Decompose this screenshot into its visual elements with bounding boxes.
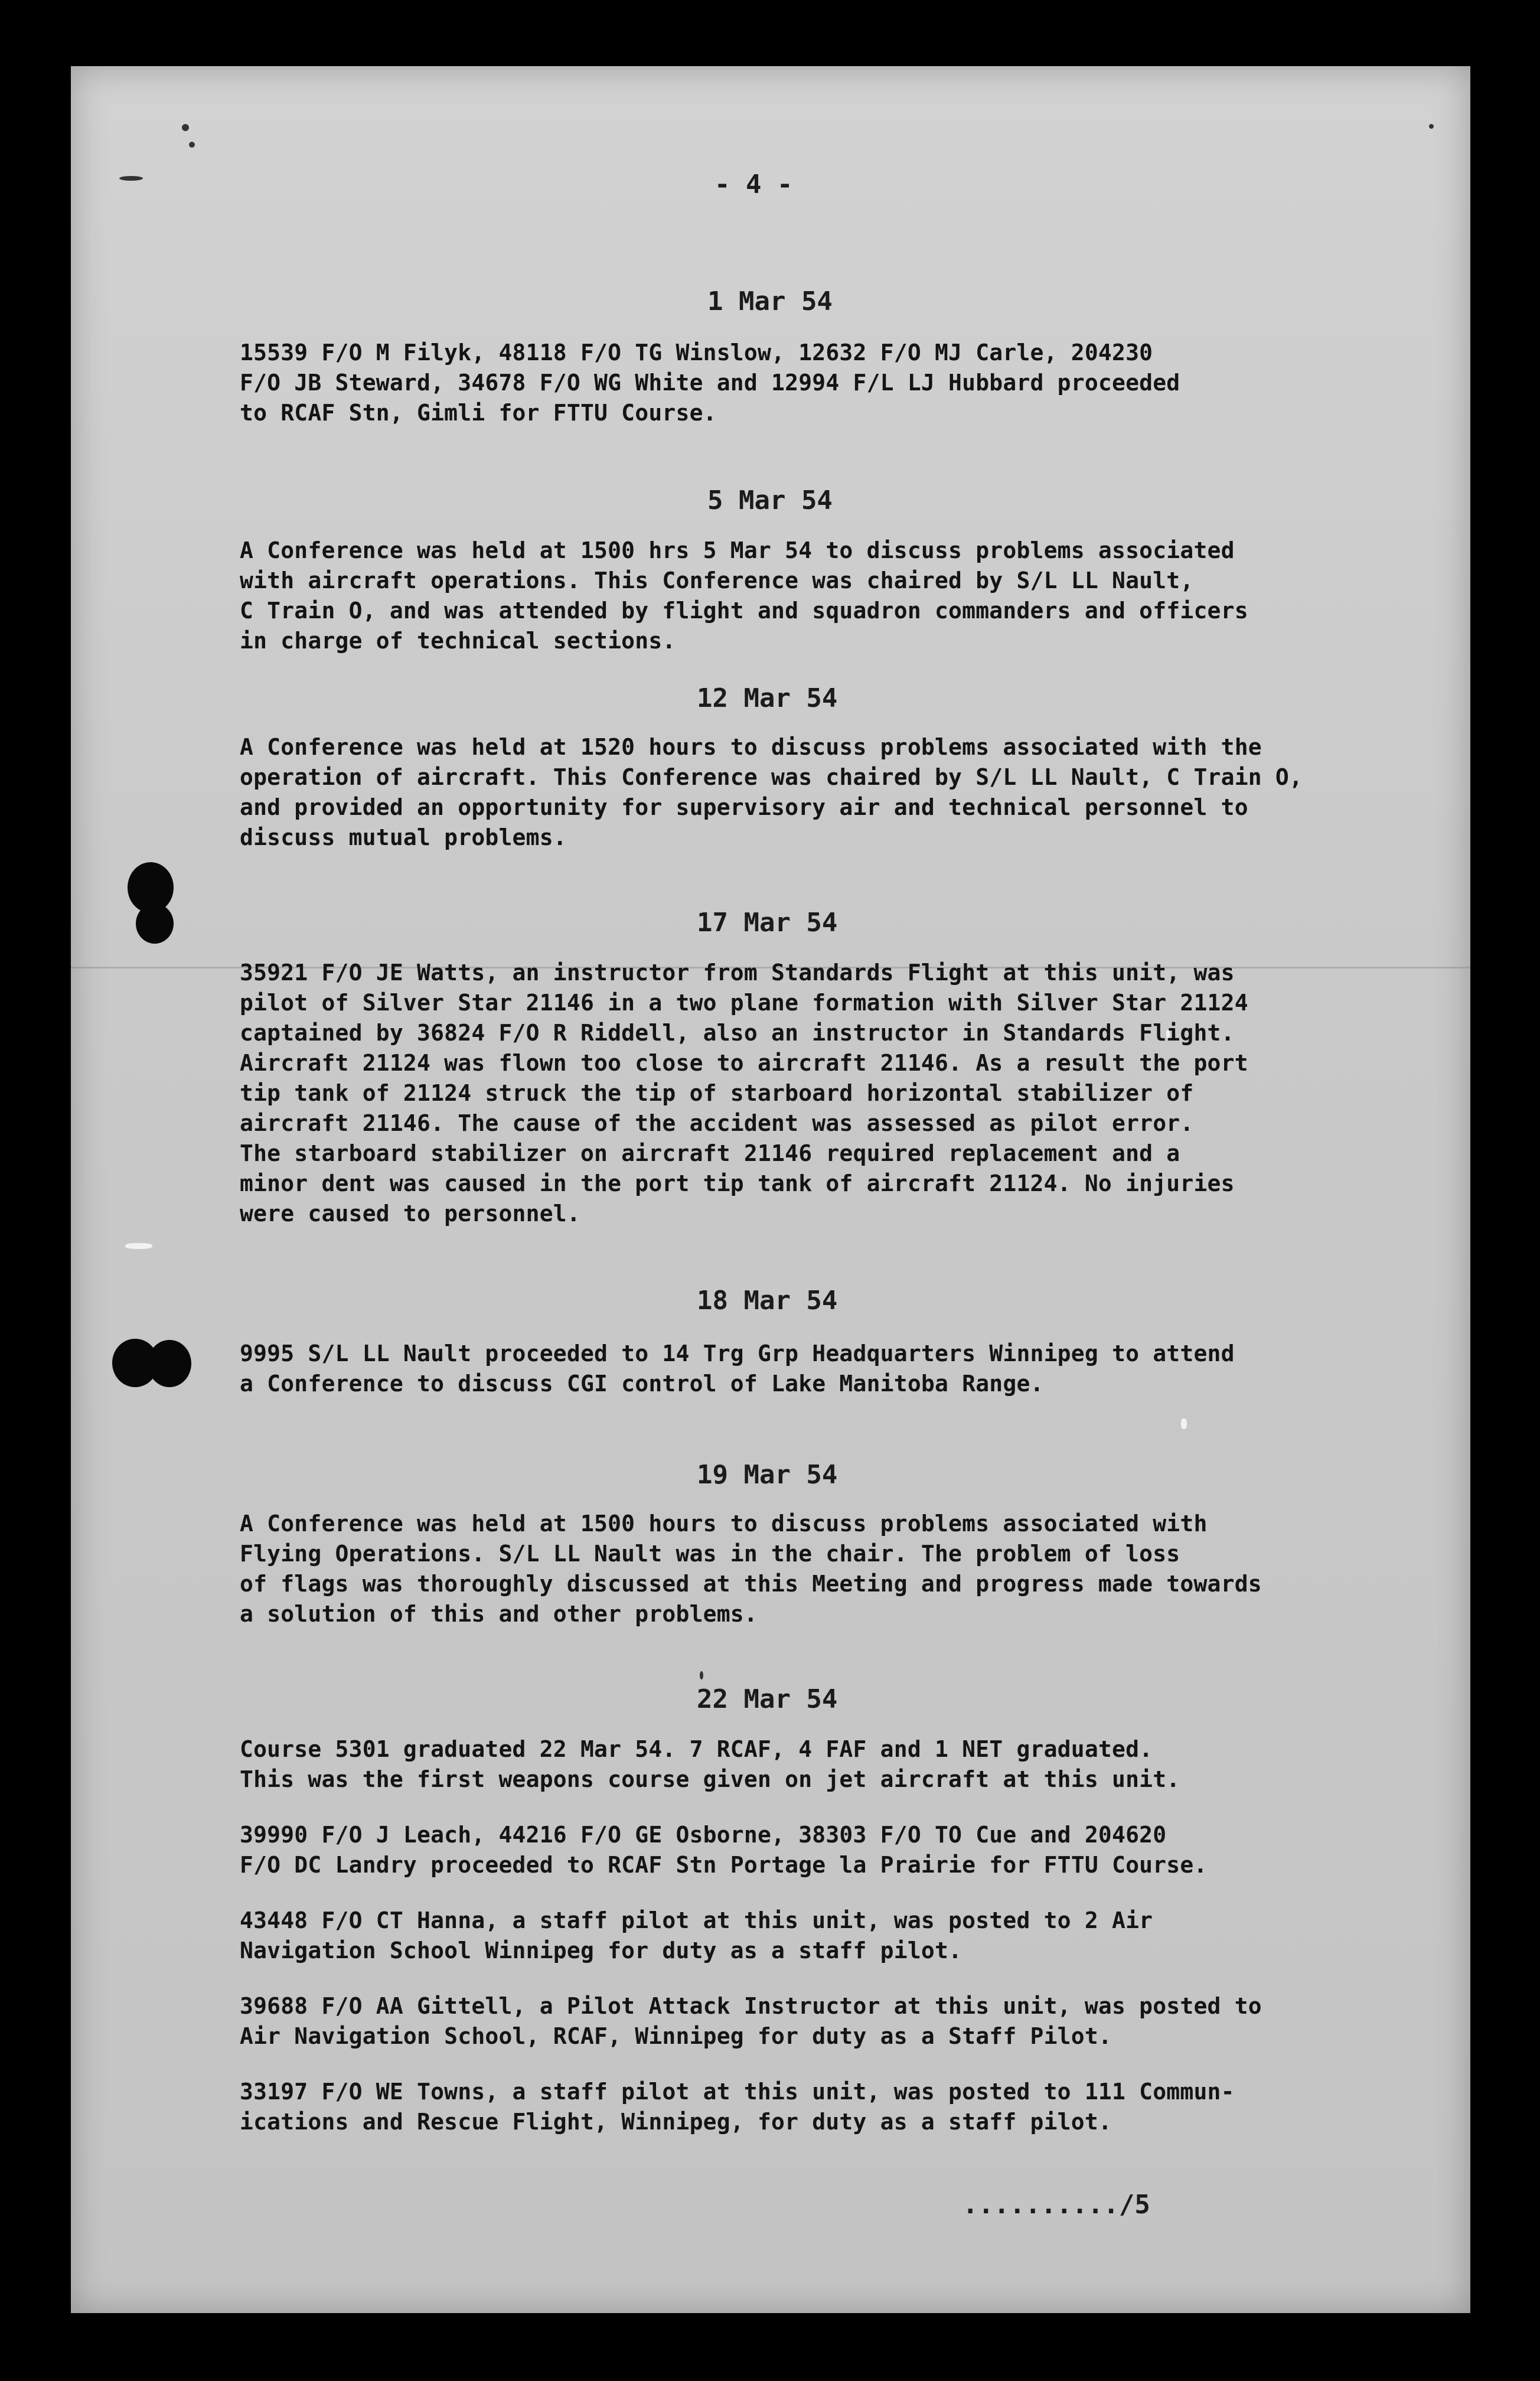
entry-paragraph: 9995 S/L LL Nault proceeded to 14 Trg Grp Headquarters Winnipeg to attend a Conference to discuss CGI control of Lake Manitoba Range. (240, 1340, 1235, 1397)
entry-paragraph: A Conference was held at 1500 hours to discuss problems associated with Flying Operations. S/L LL Nault was in the chair. The problem of loss of flags was thoroughly discussed at this Meeting and progress made towards a solution of this and other problems. (240, 1511, 1262, 1627)
paper-blemish (125, 1243, 152, 1249)
entry-date: 17 Mar 54 (697, 908, 838, 938)
entry-paragraph: 39688 F/O AA Gittell, a Pilot Attack Instructor at this unit, was posted to Air Navigation School, RCAF, Winnipeg for duty as a Staff Pilot. (240, 1993, 1262, 2049)
punch-hole-bottom-right (148, 1340, 191, 1387)
entry-paragraph: 33197 F/O WE Towns, a staff pilot at this unit, was posted to 111 Commun- ications and Rescue Flight, Winnipeg, for duty as a staff pilot. (240, 2079, 1235, 2135)
entry-paragraph: A Conference was held at 1520 hours to discuss problems associated with the operation of aircraft. This Conference was chaired by S/L LL Nault, C Train O, and provided an opportunity for supervisory air and technical personnel to discuss mutual problems. (240, 734, 1303, 850)
entry-paragraph: A Conference was held at 1500 hrs 5 Mar 54 to discuss problems associated with aircraft operations. This Conference was chaired by S/L LL Nault, C Train O, and was attended by flight and squadron commanders and officers in charge of technical sections. (240, 537, 1248, 654)
ink-speck (1429, 124, 1434, 129)
page-number: - 4 - (714, 169, 793, 200)
ink-speck (700, 1671, 703, 1679)
entry-paragraph: 43448 F/O CT Hanna, a staff pilot at this unit, was posted to 2 Air Navigation School Winnipeg for duty as a staff pilot. (240, 1907, 1153, 1963)
entry-paragraph: 39990 F/O J Leach, 44216 F/O GE Osborne, 38303 F/O TO Cue and 204620 F/O DC Landry proceeded to RCAF Stn Portage la Prairie for FTTU Course. (240, 1822, 1208, 1878)
ink-speck (189, 142, 195, 148)
ink-speck (182, 124, 189, 131)
entry-paragraph: Course 5301 graduated 22 Mar 54. 7 RCAF, 4 FAF and 1 NET graduated. This was the first weapons course given on jet aircraft at this unit. (240, 1736, 1180, 1792)
paper-blemish (1181, 1418, 1187, 1429)
entry-date: 5 Mar 54 (707, 485, 833, 516)
entry-paragraph: 15539 F/O M Filyk, 48118 F/O TG Winslow, 12632 F/O MJ Carle, 204230 F/O JB Steward, 34678 F/O WG White and 12994 F/L LJ Hubbard proceeded to RCAF Stn, Gimli for FTTU Course. (240, 340, 1180, 426)
entry-date: 18 Mar 54 (697, 1286, 838, 1316)
entry-date: 22 Mar 54 (697, 1684, 838, 1714)
entry-date: 12 Mar 54 (697, 683, 838, 713)
document-page (71, 66, 1470, 2313)
entry-date: 1 Mar 54 (707, 286, 833, 317)
entry-paragraph: 35921 F/O JE Watts, an instructor from Standards Flight at this unit, was pilot of Silver Star 21146 in a two plane formation with Silver Star 21124 captained by 36824 F/O R Riddell, also an instructor in Standards Flight. Aircraft 21124 was flown too close to aircraft 21146. As a result the port tip tank of 21124 struck the tip of starboard horizontal stabilizer of aircraft 21146. The cause of the accident was assessed as pilot error. The starboard stabilizer on aircraft 21146 required replacement and a minor dent was caused in the port tip tank of aircraft 21124. No injuries were caused to personnel. (240, 960, 1248, 1227)
continuation-marker: ........../5 (962, 2190, 1150, 2220)
punch-hole-top-lower (136, 904, 174, 944)
ink-speck (119, 176, 143, 181)
entry-date: 19 Mar 54 (697, 1460, 838, 1490)
